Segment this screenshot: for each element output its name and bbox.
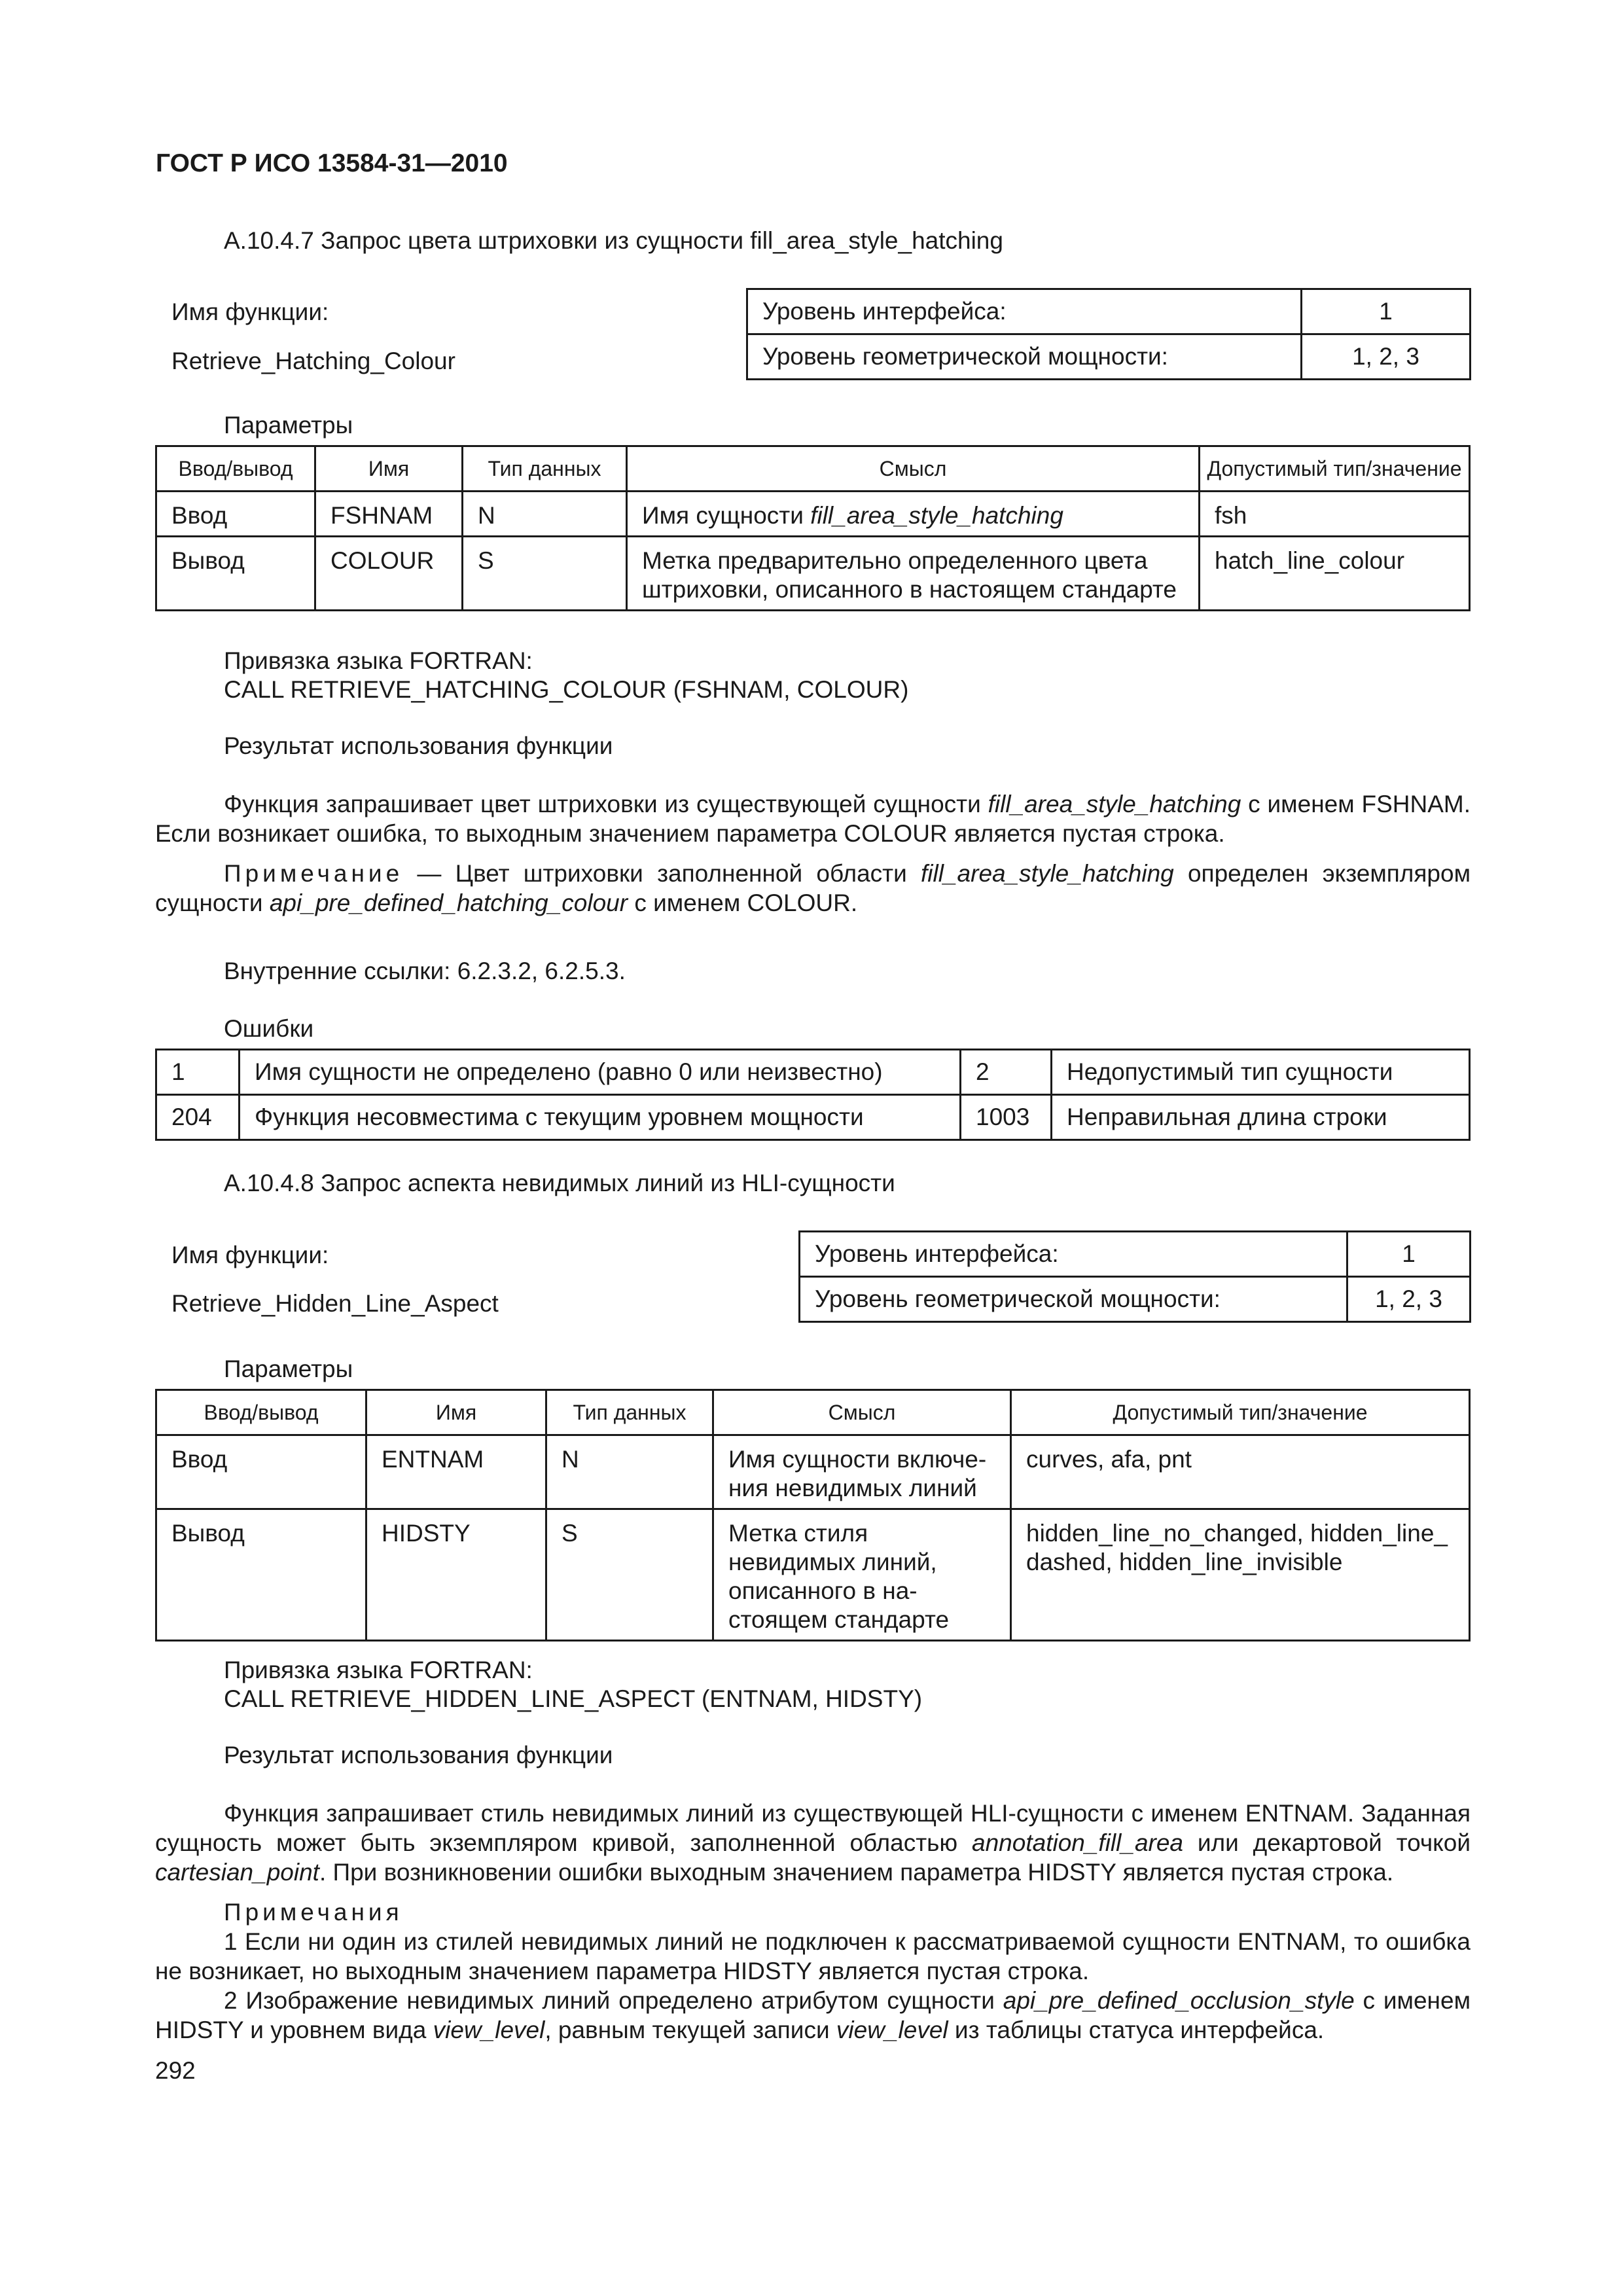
binding-call: CALL RETRIEVE_HATCHING_COLOUR (FSHNAM, COLOUR): [224, 676, 909, 703]
cell-io: Ввод: [156, 492, 315, 537]
cell-io: Вывод: [156, 1509, 366, 1641]
function-label: Имя функции:: [171, 1242, 329, 1268]
cell-allowed: hatch_line_colour: [1200, 537, 1470, 611]
level-value: 1: [1302, 289, 1471, 334]
table-row: [156, 1050, 1470, 1095]
note-text: определен экземпляром сущности: [155, 860, 1471, 916]
binding-call: CALL RETRIEVE_HIDDEN_LINE_ASPECT (ENTNAM, HIDSTY): [224, 1685, 923, 1712]
entity-name: fill_area_style_hatching: [810, 502, 1063, 529]
level-label: Уровень геометрической мощности:: [747, 334, 1302, 380]
level-row: [747, 334, 1471, 380]
error-code: 1: [156, 1050, 240, 1095]
level-value: 1: [1347, 1232, 1471, 1277]
cell-name: ENTNAM: [366, 1435, 546, 1509]
result-title: Результат использования функции: [224, 1742, 613, 1768]
note-text: , равным текущей записи: [544, 2017, 830, 2043]
binding-label: Привязка языка FORTRAN:: [224, 1657, 533, 1683]
params-table: [155, 1389, 1471, 1641]
cell-meaning: Имя сущности включе-ния невидимых линий: [713, 1435, 1011, 1509]
page-number: 292: [155, 2057, 196, 2084]
cell-allowed: fsh: [1200, 492, 1470, 537]
col-header: Смысл: [713, 1390, 1011, 1435]
entity-name: api_pre_defined_hatching_colour: [269, 889, 628, 916]
entity-name: api_pre_defined_occlusion_style: [1003, 1987, 1355, 2014]
levels-table: [746, 288, 1471, 380]
entity-name: fill_area_style_hatching: [921, 860, 1174, 887]
error-message: Неправильная длина строки: [1052, 1095, 1470, 1140]
levels-table: [798, 1230, 1471, 1323]
result-text: Функция запрашивает стиль невидимых линий из существующей HLI-сущности с именем ENTNAM. Заданная сущность может быть экземпляром кривой, заполненной областью: [155, 1800, 1471, 1856]
result-text: или декартовой точкой: [1197, 1829, 1471, 1856]
entity-name: fill_area_style_hatching: [988, 791, 1241, 817]
cell-type: N: [546, 1435, 713, 1509]
result-text: . При возникновении ошибки выходным значением параметра HIDSTY является пустая строка.: [319, 1859, 1394, 1886]
col-header: Имя: [366, 1390, 546, 1435]
entity-name: cartesian_point: [155, 1859, 319, 1886]
cell-allowed: hidden_line_no_changed, hidden_line_ dashed, hidden_line_invisible: [1011, 1509, 1470, 1641]
section-title-hidden-line: А.10.4.8 Запрос аспекта невидимых линий из HLI-сущности: [224, 1170, 895, 1196]
entity-name: view_level: [836, 2017, 948, 2043]
cell-io: Ввод: [156, 1435, 366, 1509]
table-row: [156, 492, 1470, 537]
col-header: Допустимый тип/значение: [1011, 1390, 1470, 1435]
params-title: Параметры: [224, 412, 353, 439]
note-text: — Цвет штриховки заполненной области: [417, 860, 907, 887]
cell-type: N: [463, 492, 627, 537]
note-label: Примечание: [224, 860, 404, 887]
level-row: [800, 1232, 1471, 1277]
result-paragraph: [155, 1799, 1471, 1887]
table-row: [156, 1509, 1470, 1641]
cell-meaning: Метка стиля невидимых линий, описанного в на-стоящем стандарте: [713, 1509, 1011, 1641]
internal-refs: Внутренние ссылки: 6.2.3.2, 6.2.5.3.: [224, 958, 626, 984]
function-label: Имя функции:: [171, 298, 329, 325]
cell-name: COLOUR: [315, 537, 463, 611]
result-text: с именем FSHNAM. Если возникает ошибка, то выходным значением параметра COLOUR является пустая строка.: [155, 791, 1471, 847]
meaning-text: Имя сущности: [642, 502, 811, 529]
note-text: из таблицы статуса интерфейса.: [954, 2017, 1325, 2043]
level-value: 1, 2, 3: [1347, 1277, 1471, 1322]
col-header: Допустимый тип/значение: [1200, 446, 1470, 492]
col-header: Ввод/вывод: [156, 1390, 366, 1435]
cell-type: S: [546, 1509, 713, 1641]
table-row: [156, 537, 1470, 611]
error-code: 204: [156, 1095, 240, 1140]
level-row: [747, 289, 1471, 334]
error-code: 2: [961, 1050, 1052, 1095]
params-table: [155, 445, 1471, 611]
col-header: Тип данных: [546, 1390, 713, 1435]
errors-title: Ошибки: [224, 1015, 314, 1042]
error-message: Недопустимый тип сущности: [1052, 1050, 1470, 1095]
function-name: Retrieve_Hidden_Line_Aspect: [171, 1290, 499, 1317]
note-2: [155, 1986, 1471, 2045]
error-code: 1003: [961, 1095, 1052, 1140]
section-title-hatching: А.10.4.7 Запрос цвета штриховки из сущности fill_area_style_hatching: [224, 227, 1003, 254]
cell-name: FSHNAM: [315, 492, 463, 537]
level-row: [800, 1277, 1471, 1322]
error-message: Функция несовместима с текущим уровнем мощности: [240, 1095, 961, 1140]
entity-name: annotation_fill_area: [972, 1829, 1184, 1856]
cell-io: Вывод: [156, 537, 315, 611]
cell-type: S: [463, 537, 627, 611]
errors-table: [155, 1049, 1471, 1141]
note-text: с именем COLOUR.: [634, 889, 858, 916]
note-text: 2 Изображение невидимых линий определено атрибутом сущности: [224, 1987, 995, 2014]
level-value: 1, 2, 3: [1302, 334, 1471, 380]
level-label: Уровень интерфейса:: [747, 289, 1302, 334]
col-header: Тип данных: [463, 446, 627, 492]
result-paragraph: [155, 789, 1471, 848]
function-name: Retrieve_Hatching_Colour: [171, 348, 455, 374]
params-title: Параметры: [224, 1355, 353, 1382]
error-message: Имя сущности не определено (равно 0 или неизвестно): [240, 1050, 961, 1095]
cell-allowed: curves, afa, pnt: [1011, 1435, 1470, 1509]
cell-meaning: Метка предварительно определенного цвета штриховки, описанного в настоящем стандарте: [627, 537, 1200, 611]
level-label: Уровень геометрической мощности:: [800, 1277, 1347, 1322]
result-text: Функция запрашивает цвет штриховки из существующей сущности: [224, 791, 981, 817]
result-title: Результат использования функции: [224, 732, 613, 759]
document-header: ГОСТ Р ИСО 13584-31—2010: [156, 149, 508, 177]
table-row: [156, 1095, 1470, 1140]
entity-name: view_level: [433, 2017, 545, 2043]
params-header-row: [156, 1390, 1470, 1435]
note-paragraph: [155, 859, 1471, 918]
cell-name: HIDSTY: [366, 1509, 546, 1641]
note-1: 1 Если ни один из стилей невидимых линий не подключен к рассматриваемой сущности ENTNAM, то ошибка не возникает, но выходным значением параметра HIDSTY является пустая строка.: [155, 1928, 1471, 1984]
col-header: Смысл: [627, 446, 1200, 492]
col-header: Имя: [315, 446, 463, 492]
col-header: Ввод/вывод: [156, 446, 315, 492]
binding-label: Привязка языка FORTRAN:: [224, 647, 533, 674]
level-label: Уровень интерфейса:: [800, 1232, 1347, 1277]
note-text: с именем HIDSTY и уровнем вида: [155, 1987, 1471, 2043]
cell-meaning: [627, 492, 1200, 537]
params-header-row: [156, 446, 1470, 492]
notes-label: Примечания: [224, 1899, 403, 1926]
table-row: [156, 1435, 1470, 1509]
